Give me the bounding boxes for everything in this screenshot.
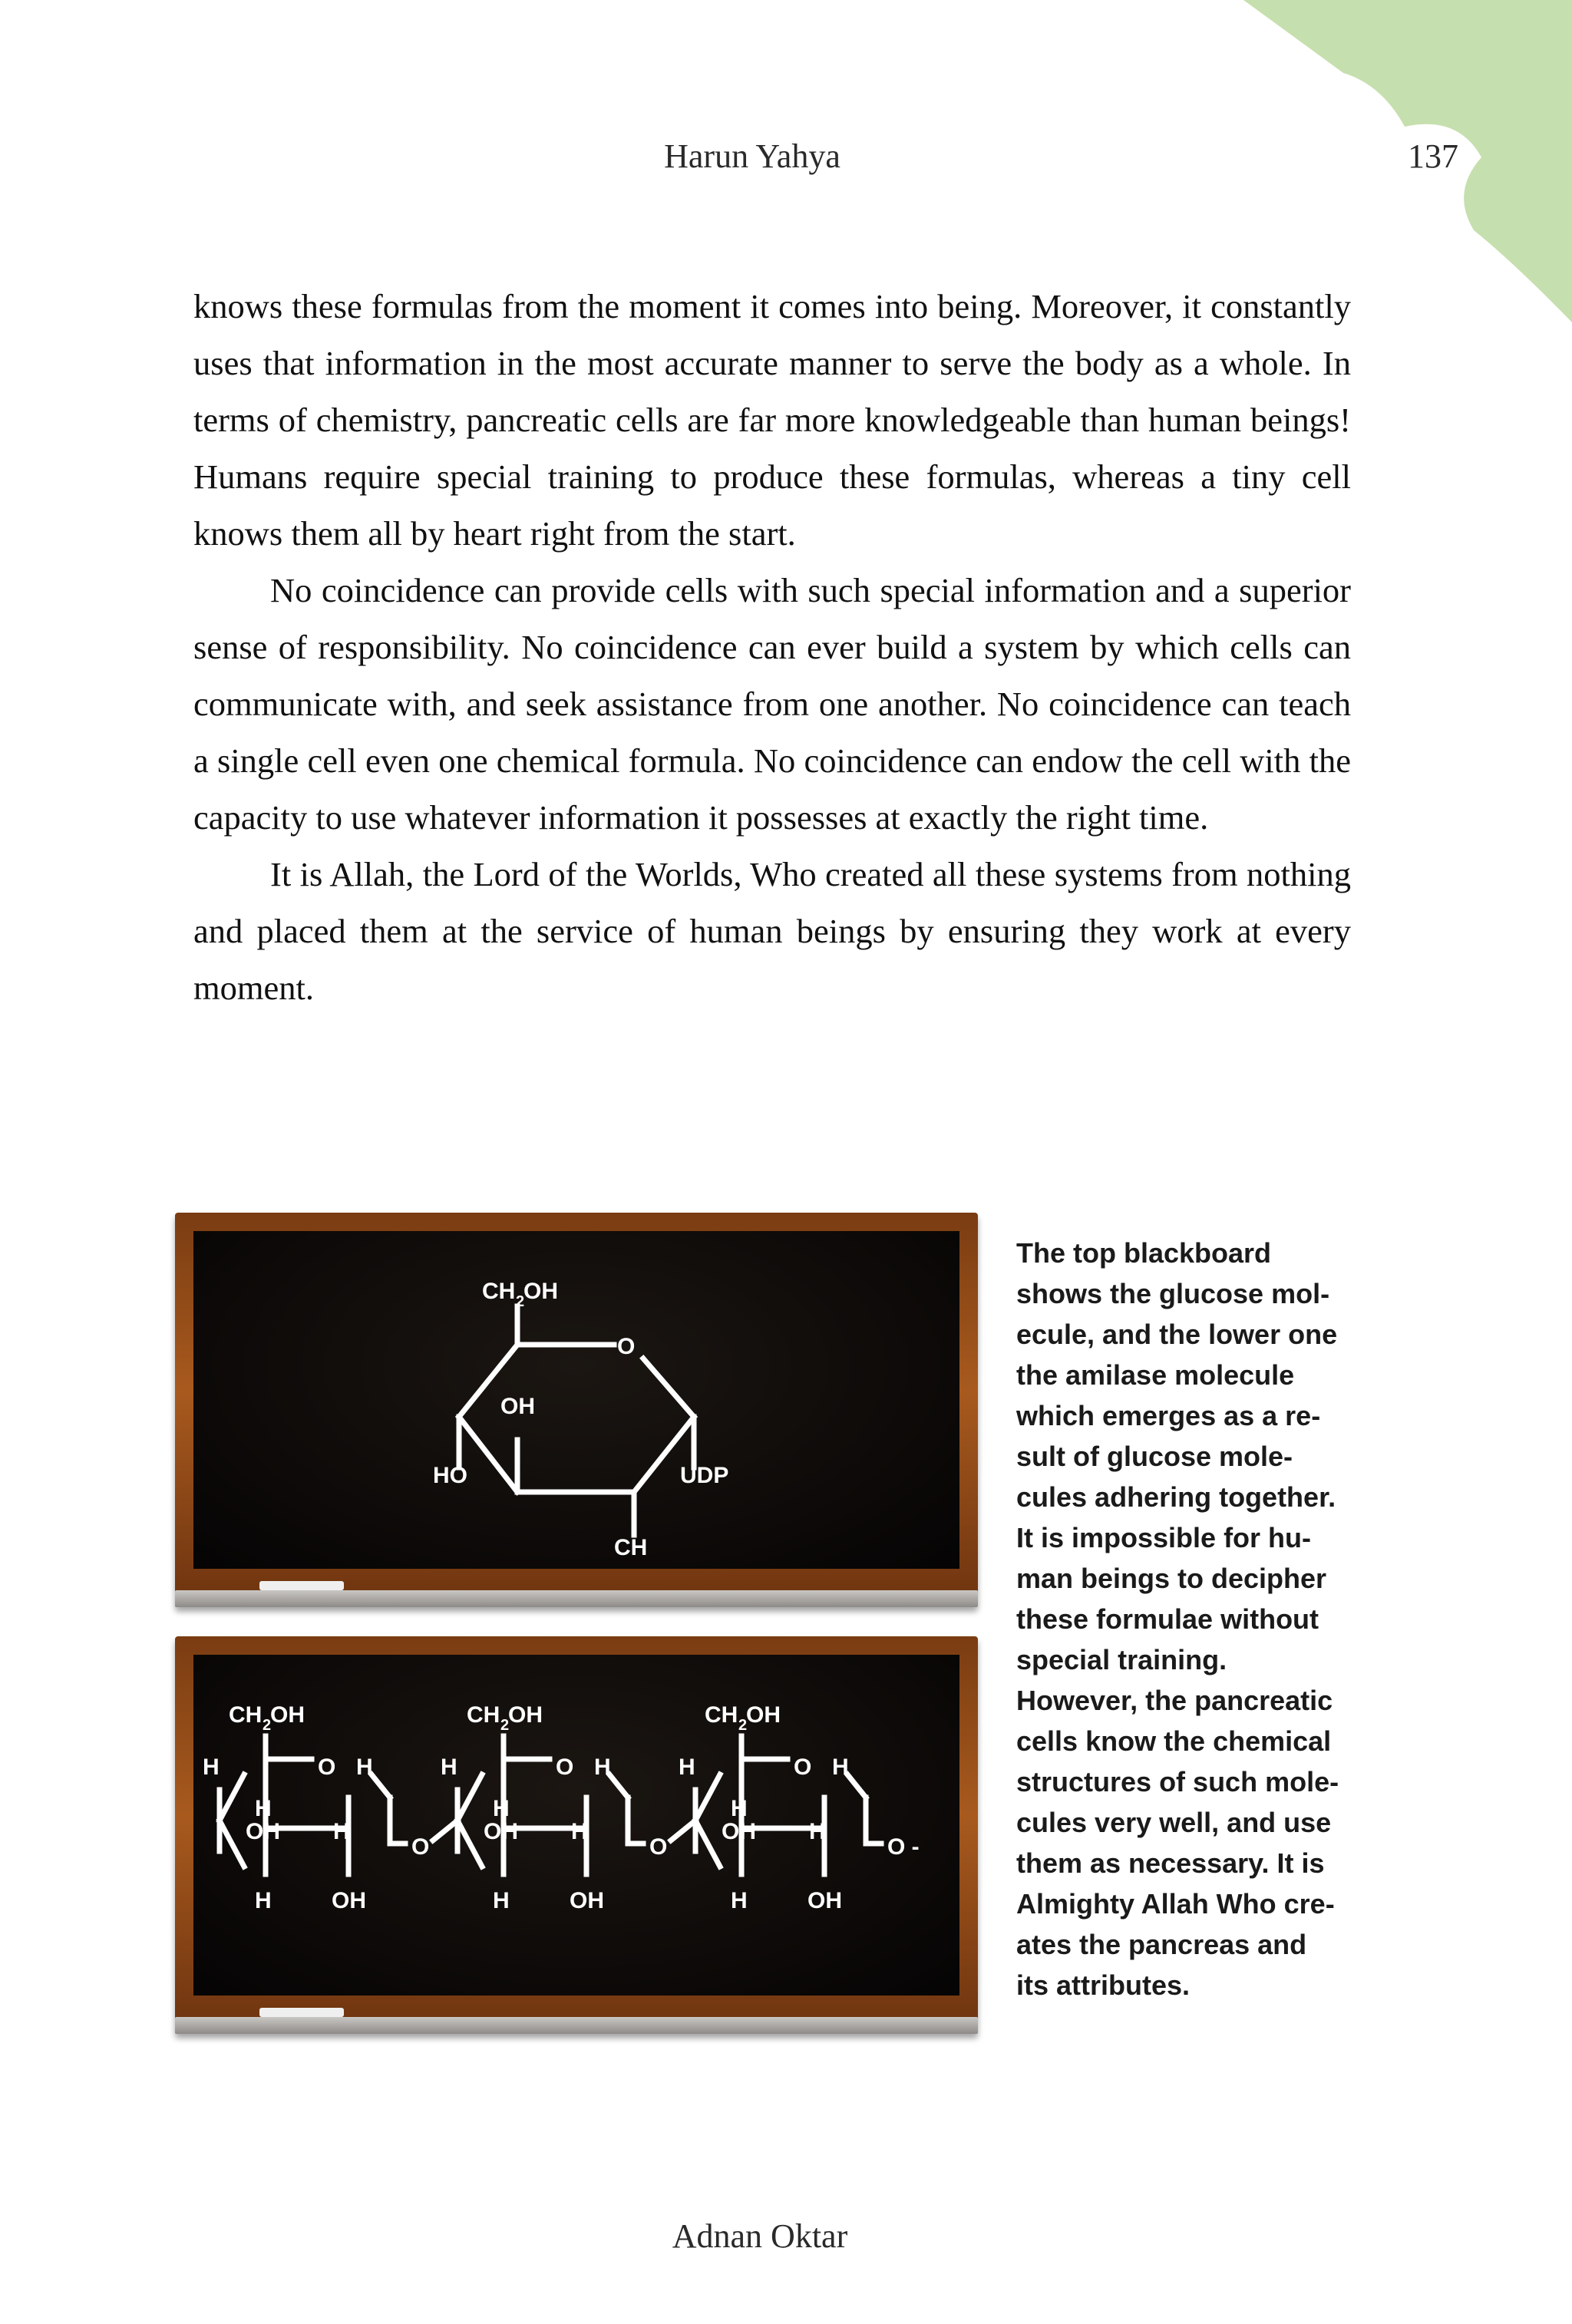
- hydrogen-label: H: [441, 1755, 457, 1780]
- caption-line: which emerges as a re-: [1016, 1400, 1321, 1431]
- caption-line: Almighty Allah Who cre-: [1016, 1888, 1335, 1920]
- caption-line: them as necessary. It is: [1016, 1847, 1325, 1879]
- ch2oh-subscript: 2: [500, 1717, 510, 1734]
- hydrogen-label: H: [255, 1888, 272, 1913]
- caption-line: its attributes.: [1016, 1969, 1191, 2001]
- caption-line: man beings to decipher: [1016, 1563, 1327, 1594]
- caption-line: special training.: [1016, 1644, 1227, 1675]
- caption-line: shows the glucose mol-: [1016, 1278, 1330, 1309]
- bond-line: [457, 1774, 482, 1821]
- hydrogen-label: H: [356, 1755, 373, 1780]
- caption-line: cells know the chemical: [1016, 1725, 1332, 1757]
- glucose-blackboard: [175, 1213, 978, 1607]
- ch2oh-label: CH: [705, 1702, 738, 1728]
- hydrogen-label: H: [594, 1755, 611, 1780]
- hydrogen-label: H: [679, 1755, 695, 1780]
- ch2oh-label: CH: [229, 1702, 263, 1728]
- caption-line: cules adhering together.: [1016, 1481, 1336, 1513]
- caption-line: ecule, and the lower one: [1016, 1319, 1338, 1350]
- hydroxyl-label: OH: [722, 1819, 756, 1844]
- ch2oh-subscript: 2: [263, 1717, 272, 1734]
- hydroxyl-label: OH: [246, 1819, 280, 1844]
- ch2oh-tail: OH: [523, 1279, 558, 1304]
- ch2oh-label: CH: [467, 1702, 500, 1728]
- hydrogen-label: H: [255, 1796, 272, 1821]
- paragraph: No coincidence can provide cells with such special information and a superior sense of responsibility. No coincidence can ever build a system by which cells can communicate with, and seek assistance from one another. No coincidence can teach a single cell even one chemical formula. No coincidence can endow the cell with the capacity to use whatever information it possesses at exactly the right time.: [193, 571, 1351, 837]
- bond-line: [609, 1774, 628, 1797]
- ch2oh-tail: OH: [746, 1702, 781, 1728]
- ch-label: CH: [614, 1535, 648, 1560]
- caption-line: ates the pancreas and: [1016, 1929, 1307, 1960]
- ch2oh-label: CH: [482, 1279, 516, 1304]
- bond-line: [433, 1821, 457, 1840]
- bond-line: [457, 1821, 482, 1867]
- caption-line: It is impossible for hu-: [1016, 1522, 1312, 1553]
- amilase-structure: [175, 1636, 978, 2034]
- ring-oxygen-label: O: [556, 1755, 574, 1780]
- oh-label: OH: [500, 1394, 535, 1419]
- glycosidic-oxygen-label: O -: [887, 1834, 920, 1860]
- hydrogen-label: H: [203, 1755, 220, 1780]
- caption-line: these formulae without: [1016, 1603, 1319, 1635]
- ch2oh-tail: OH: [508, 1702, 543, 1728]
- caption-line: the amilase molecule: [1016, 1359, 1295, 1391]
- hydrogen-label: H: [571, 1819, 588, 1844]
- glucose-structure: [175, 1213, 978, 1607]
- bond-line: [695, 1821, 720, 1867]
- ch2oh-tail: OH: [270, 1702, 305, 1728]
- bond-line: [671, 1821, 695, 1840]
- paragraph: It is Allah, the Lord of the Worlds, Who created all these systems from nothing and placed them at the service of human beings by ensuring they work at every moment.: [193, 855, 1351, 1007]
- bond-line: [847, 1774, 866, 1797]
- figure-caption: [1016, 1233, 1366, 2005]
- hydroxyl-label: OH: [807, 1888, 842, 1913]
- udp-label: UDP: [680, 1463, 729, 1488]
- caption-line: However, the pancreatic: [1016, 1685, 1333, 1716]
- bond-line: [220, 1821, 244, 1867]
- ho-label: HO: [433, 1463, 467, 1488]
- body-text: [193, 278, 1351, 1016]
- hydrogen-label: H: [493, 1888, 510, 1913]
- ring-oxygen-label: O: [794, 1755, 812, 1780]
- bond-line: [220, 1774, 244, 1821]
- hydroxyl-label: OH: [570, 1888, 604, 1913]
- hydrogen-label: H: [333, 1819, 350, 1844]
- hydroxyl-label: OH: [484, 1819, 518, 1844]
- ch2oh-subscript: 2: [738, 1717, 748, 1734]
- paragraph: knows these formulas from the moment it comes into being. Moreover, it constantly uses that information in the most accurate manner to serve the body as a whole. In terms of chemistry, pancreatic cells are far more knowledgeable than human beings! Humans require special training to produce these formulas, whereas a tiny cell knows them all by heart right from the start.: [193, 287, 1351, 553]
- hydroxyl-label: OH: [332, 1888, 366, 1913]
- page-number: 137: [1408, 137, 1458, 175]
- bond-line: [372, 1774, 390, 1797]
- caption-line: cules very well, and use: [1016, 1807, 1332, 1838]
- bond-line: [695, 1774, 720, 1821]
- caption-line: sult of glucose mole-: [1016, 1441, 1293, 1472]
- glycosidic-oxygen-label: O: [649, 1834, 668, 1860]
- ch2oh-subscript: 2: [516, 1293, 525, 1310]
- hydrogen-label: H: [832, 1755, 849, 1780]
- glycosidic-oxygen-label: O: [411, 1834, 430, 1860]
- hydrogen-label: H: [731, 1888, 748, 1913]
- hydrogen-label: H: [731, 1796, 748, 1821]
- amilase-blackboard: [175, 1636, 978, 2034]
- ring-oxygen-label: O: [318, 1755, 336, 1780]
- running-header: Harun Yahya: [664, 137, 840, 175]
- glucose-bonds: [459, 1306, 694, 1535]
- running-footer: Adnan Oktar: [672, 2217, 848, 2255]
- caption-line: The top blackboard: [1016, 1237, 1272, 1269]
- hydrogen-label: H: [809, 1819, 826, 1844]
- hydrogen-label: H: [493, 1796, 510, 1821]
- caption-line: structures of such mole-: [1016, 1766, 1339, 1797]
- ring-oxygen-label: O: [617, 1334, 636, 1359]
